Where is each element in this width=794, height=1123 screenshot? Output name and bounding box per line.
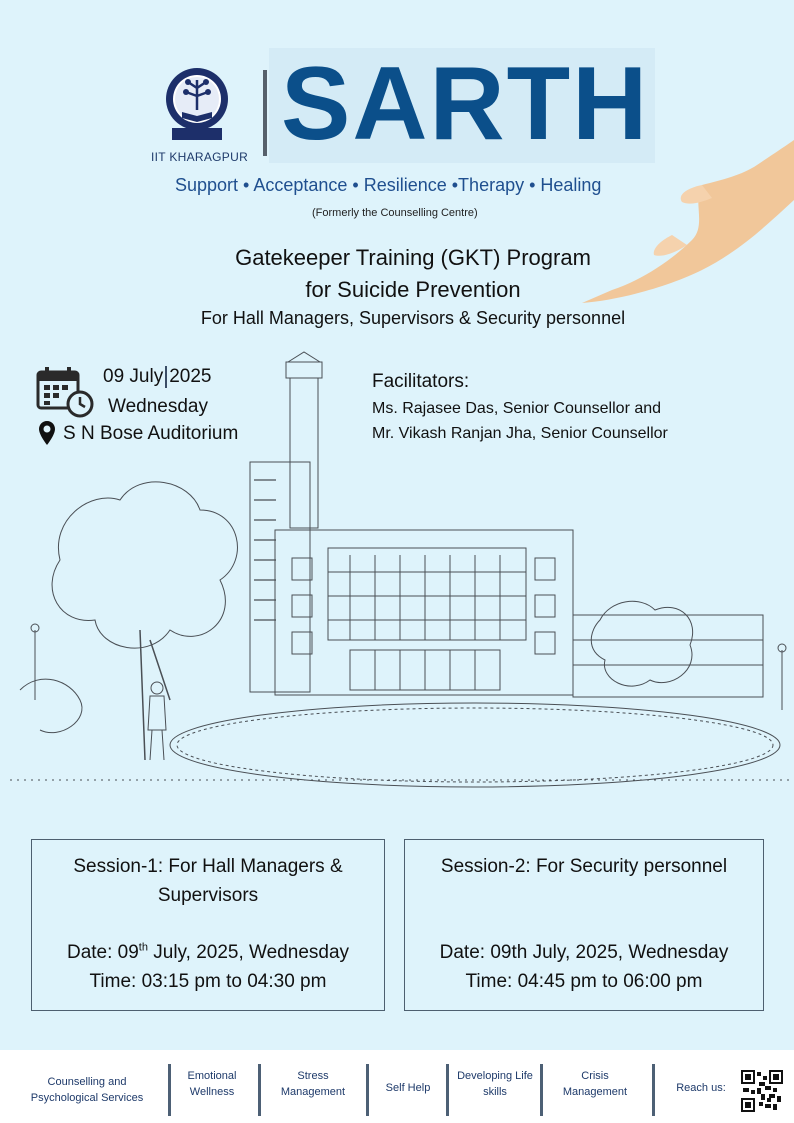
footer-divider [652,1064,655,1116]
session-2-heading: Session-2: For Security personnel [440,856,728,877]
logo-divider [263,70,267,156]
program-title-line2: for Suicide Prevention [305,277,521,302]
footer-item-crisis-management[interactable]: Crisis Management [562,1070,628,1098]
event-venue: S N Bose Auditorium [63,423,239,444]
campus-building-sketch [0,350,794,805]
footer-divider [366,1064,369,1116]
program-title-line1: Gatekeeper Training (GKT) Program [235,245,591,270]
session-1-date-prefix: Date: 09 [66,942,139,963]
session-2-date: Date: 09th July, 2025, Wednesday [439,942,729,963]
event-date-day-month: 09 July [103,366,164,388]
session-1-date-suffix: July, 2025, Wednesday [147,942,350,963]
footer-item-counselling[interactable]: Counselling and Psychological Services [30,1076,144,1104]
facilitator-1: Ms. Rajasee Das, Senior Counsellor and [372,400,662,417]
footer-divider [540,1064,543,1116]
tagline: Support • Acceptance • Resilience •Therapy • Healing [175,175,602,195]
footer-item-self-help[interactable]: Self Help [385,1082,431,1094]
footer-item-stress-management[interactable]: Stress Management [280,1070,346,1098]
program-audience: For Hall Managers, Supervisors & Security personnel [200,308,626,328]
formerly-note: (Formerly the Counselling Centre) [312,207,478,219]
footer-item-emotional-wellness[interactable]: Emotional Wellness [187,1070,237,1098]
session-1-time: Time: 03:15 pm to 04:30 pm [89,971,327,992]
footer-divider [168,1064,171,1116]
session-2-time: Time: 04:45 pm to 06:00 pm [465,971,703,992]
iit-kharagpur-logo [164,66,230,144]
event-date-year: 2025 [169,366,212,388]
session-1-heading: Session-1: For Hall Managers & Supervisors [73,856,343,906]
footer-divider [446,1064,449,1116]
session-1-date [32,938,384,967]
program-title [0,242,794,306]
session-2-card [404,839,764,1011]
footer-bar [0,1050,794,1123]
institute-caption: IIT KHARAGPUR [151,150,249,164]
facilitator-2: Mr. Vikash Ranjan Jha, Senior Counsellor [372,425,668,442]
session-1-card [31,839,385,1011]
facilitators-heading: Facilitators: [372,371,470,392]
qr-code-icon[interactable] [741,1070,783,1112]
event-weekday: Wednesday [108,396,208,417]
footer-divider [258,1064,261,1116]
brand-title: SARTH [281,46,650,162]
session-1-date-sup: th [138,941,148,954]
footer-reach-label: Reach us: [676,1082,726,1094]
footer-item-life-skills[interactable]: Developing Life skills [457,1070,533,1098]
